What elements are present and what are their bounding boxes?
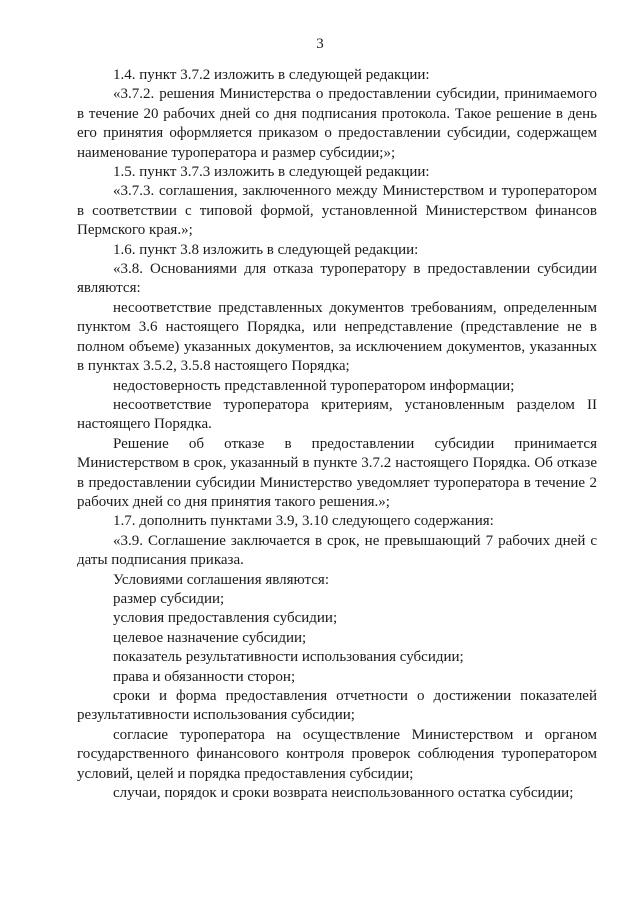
- paragraph: 1.7. дополнить пунктами 3.9, 3.10 следующего содержания:: [113, 513, 494, 530]
- paragraph: права и обязанности сторон;: [113, 668, 296, 685]
- paragraph: 1.6. пункт 3.8 изложить в следующей редакции:: [113, 241, 419, 258]
- document-body: [77, 66, 597, 803]
- paragraph: 1.5. пункт 3.7.3 изложить в следующей редакции:: [113, 164, 430, 181]
- paragraph: «3.7.3. соглашения, заключенного между Министерством и туроператором в соответствии с типовой формой, установленной Министерством финансов Пермского края.»;: [77, 183, 597, 239]
- page-number: 3: [316, 36, 324, 52]
- paragraph: Условиями соглашения являются:: [113, 571, 329, 588]
- paragraph: «3.9. Соглашение заключается в срок, не превышающий 7 рабочих дней с даты подписания приказа.: [77, 532, 597, 569]
- paragraph: несоответствие представленных документов требованиям, определенным пунктом 3.6 настоящего Порядка, или непредставление (представление не в полном объеме) указанных документов, за исключением документов, указанных в пунктах 3.5.2, 3.5.8 настоящего Порядка;: [77, 299, 597, 375]
- paragraph: размер субсидии;: [113, 590, 225, 607]
- paragraph: «3.8. Основаниями для отказа туроператору в предоставлении субсидии являются:: [77, 261, 597, 297]
- paragraph: 1.4. пункт 3.7.2 изложить в следующей редакции:: [113, 67, 430, 83]
- paragraph: согласие туроператора на осуществление Министерством и органом государственного финансового контроля проверок соблюдения туроператором условий, целей и порядка предоставления субсидии;: [77, 726, 597, 782]
- paragraph: несоответствие туроператора критериям, установленным разделом II настоящего Порядка.: [77, 396, 597, 433]
- paragraph: «3.7.2. решения Министерства о предоставлении субсидии, принимаемого в течение 20 рабочих дней со дня подписания протокола. Такое решение в день его принятия оформляется приказом о предоставлении субсидии, содержащем наименование туроператора и размер субсидии;»;: [77, 86, 597, 161]
- paragraph: показатель результативности использования субсидии;: [113, 649, 464, 666]
- paragraph: Решение об отказе в предоставлении субсидии принимается Министерством в срок, указанный в пункте 3.7.2 настоящего Порядка. Об отказе в предоставлении субсидии Министерство уведомляет туроператора в течение 2 рабочих дней со дня принятия такого решения.»;: [77, 435, 597, 510]
- paragraph: случаи, порядок и сроки возврата неиспользованного остатка субсидии;: [113, 785, 574, 802]
- paragraph: условия предоставления субсидии;: [113, 610, 338, 627]
- paragraph: целевое назначение субсидии;: [113, 629, 307, 646]
- paragraph: сроки и форма предоставления отчетности о достижении показателей результативности использования субсидии;: [77, 688, 597, 724]
- paragraph: недостоверность представленной туроператором информации;: [113, 377, 515, 394]
